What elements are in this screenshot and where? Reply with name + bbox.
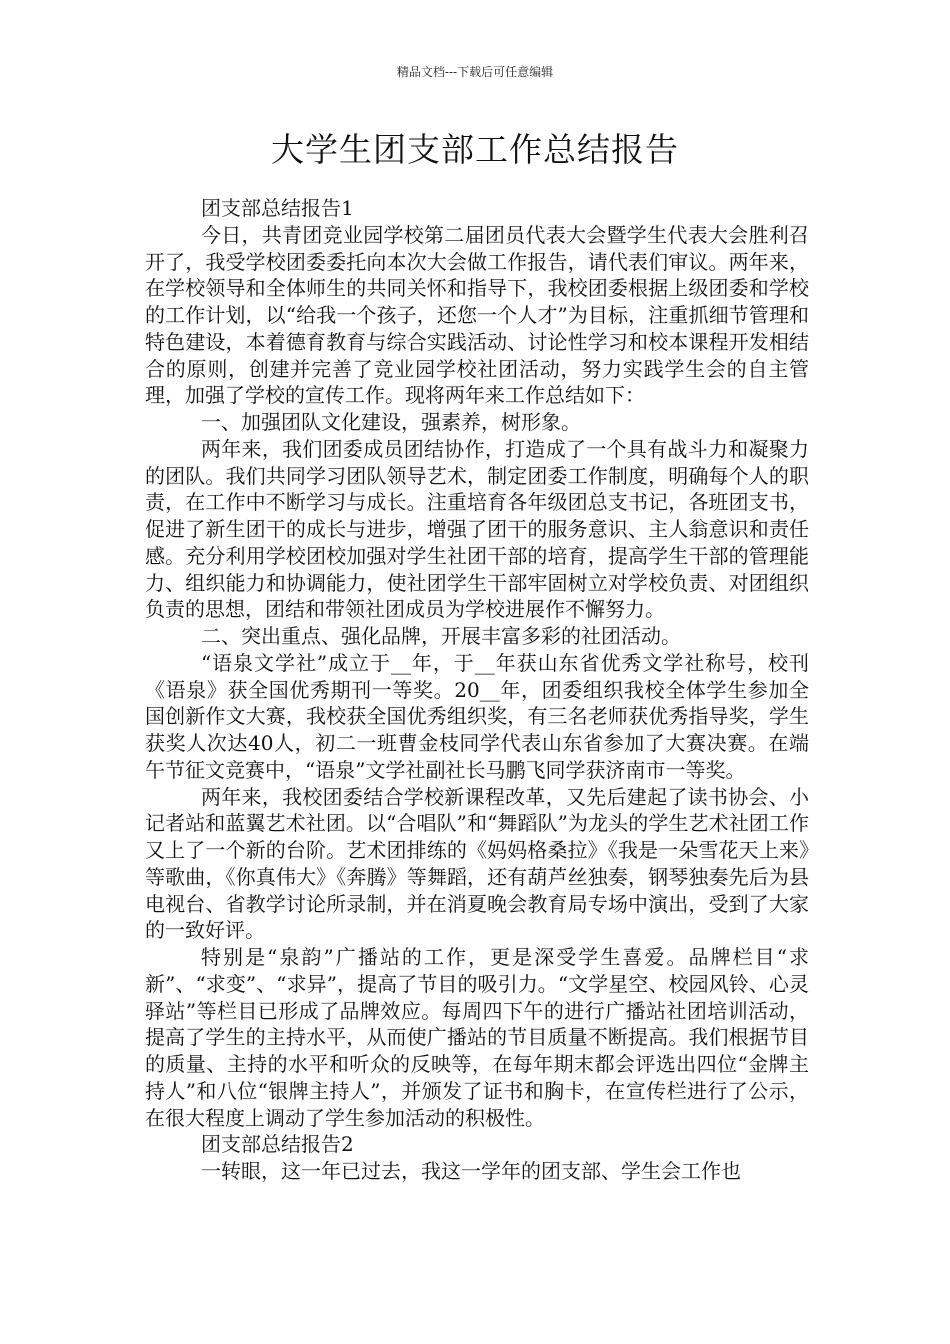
section-heading: 二、突出重点、强化品牌，开展丰富多彩的社团活动。 [201,624,681,648]
body-paragraph: 两年来，我校团委结合学校新课程改革，又先后建起了读书协会、小记者站和蓝翼艺术社团。以“合唱队”和“舞蹈队”为龙头的学生艺术社团工作又上了一个新的台阶。艺术团排练的《妈妈格桑拉》《我是一朵雪花天上来》等歌曲，《你真伟大》《奔腾》等舞蹈，还有葫芦丝独奏，钢琴独奏先后为县电视台、省教学讨论所录制，并在消夏晚会教育局专场中演出，受到了大家的一致好评。 [145,784,809,943]
body-paragraph: 特别是“泉韵”广播站的工作，更是深受学生喜爱。品牌栏目“求新”、“求变”、“求异”，提高了节目的吸引力。“文学星空、校园风铃、心灵驿站”等栏目已形成了品牌效应。每周四下午的进行广播站社团培训活动，提高了学生的主持水平，从而使广播站的节目质量不断提高。我们根据节目的质量、主持的水平和听众的反映等，在每年期末都会评选出四位“金牌主持人”和八位“银牌主持人”，并颁发了证书和胸卡，在宣传栏进行了公示，在很大程度上调动了学生参加活动的积极性。 [145,945,809,1130]
document-body [145,195,809,1185]
body-paragraph: 两年来，我们团委成员团结协作，打造成了一个具有战斗力和凝聚力的团队。我们共同学习团队领导艺术，制定团委工作制度，明确每个人的职责，在工作中不断学习与成长。注重培育各年级团总支书记，各班团支书，促进了新生团干的成长与进步，增强了团干的服务意识、主人翁意识和责任感。充分利用学校团校加强对学生社团干部的培育，提高学生干部的管理能力、组织能力和协调能力，使社团学生干部牢固树立对学校负责、对团组织负责的思想，团结和带领社团成员为学校进展作不懈努力。 [145,436,809,622]
section-heading: 一、加强团队文化建设，强素养，树形象。 [201,410,581,434]
body-paragraph: 今日，共青团竞业园学校第二届团员代表大会暨学生代表大会胜利召开了，我受学校团委委托向本次大会做工作报告，请代表们审议。两年来，在学校领导和全体师生的共同关怀和指导下，我校团委根据上级团委和学校的工作计划，以“给我一个孩子，还您一个人才”为目标，注重抓细节管理和特色建设，本着德育教育与综合实践活动、讨论性学习和校本课程开发相结合的原则，创建并完善了竞业园学校社团活动，努力实践学生会的自主管理，加强了学校的宣传工作。现将两年来工作总结如下： [145,222,809,408]
page-header: 精品文档---下载后可任意编辑 [396,65,554,79]
body-paragraph: 一转眼，这一年已过去，我这一学年的团支部、学生会工作也 [201,1159,741,1183]
section-heading: 团支部总结报告1 [201,196,354,220]
document-title: 大学生团支部工作总结报告 [271,130,679,169]
section-heading: 团支部总结报告2 [201,1132,354,1157]
body-paragraph: “语泉文学社”成立于__年，于__年获山东省优秀文学社称号，校刊《语泉》获全国优秀期刊一等奖。20__年，团委组织我校全体学生参加全国创新作文大赛，我校获全国优秀组织奖，有三名老师获优秀指导奖，学生获奖人次达40人，初二一班曹金枝同学代表山东省参加了大赛决赛。在端午节征文竞赛中，“语泉”文学社副社长马鹏飞同学获济南市一等奖。 [145,650,809,782]
